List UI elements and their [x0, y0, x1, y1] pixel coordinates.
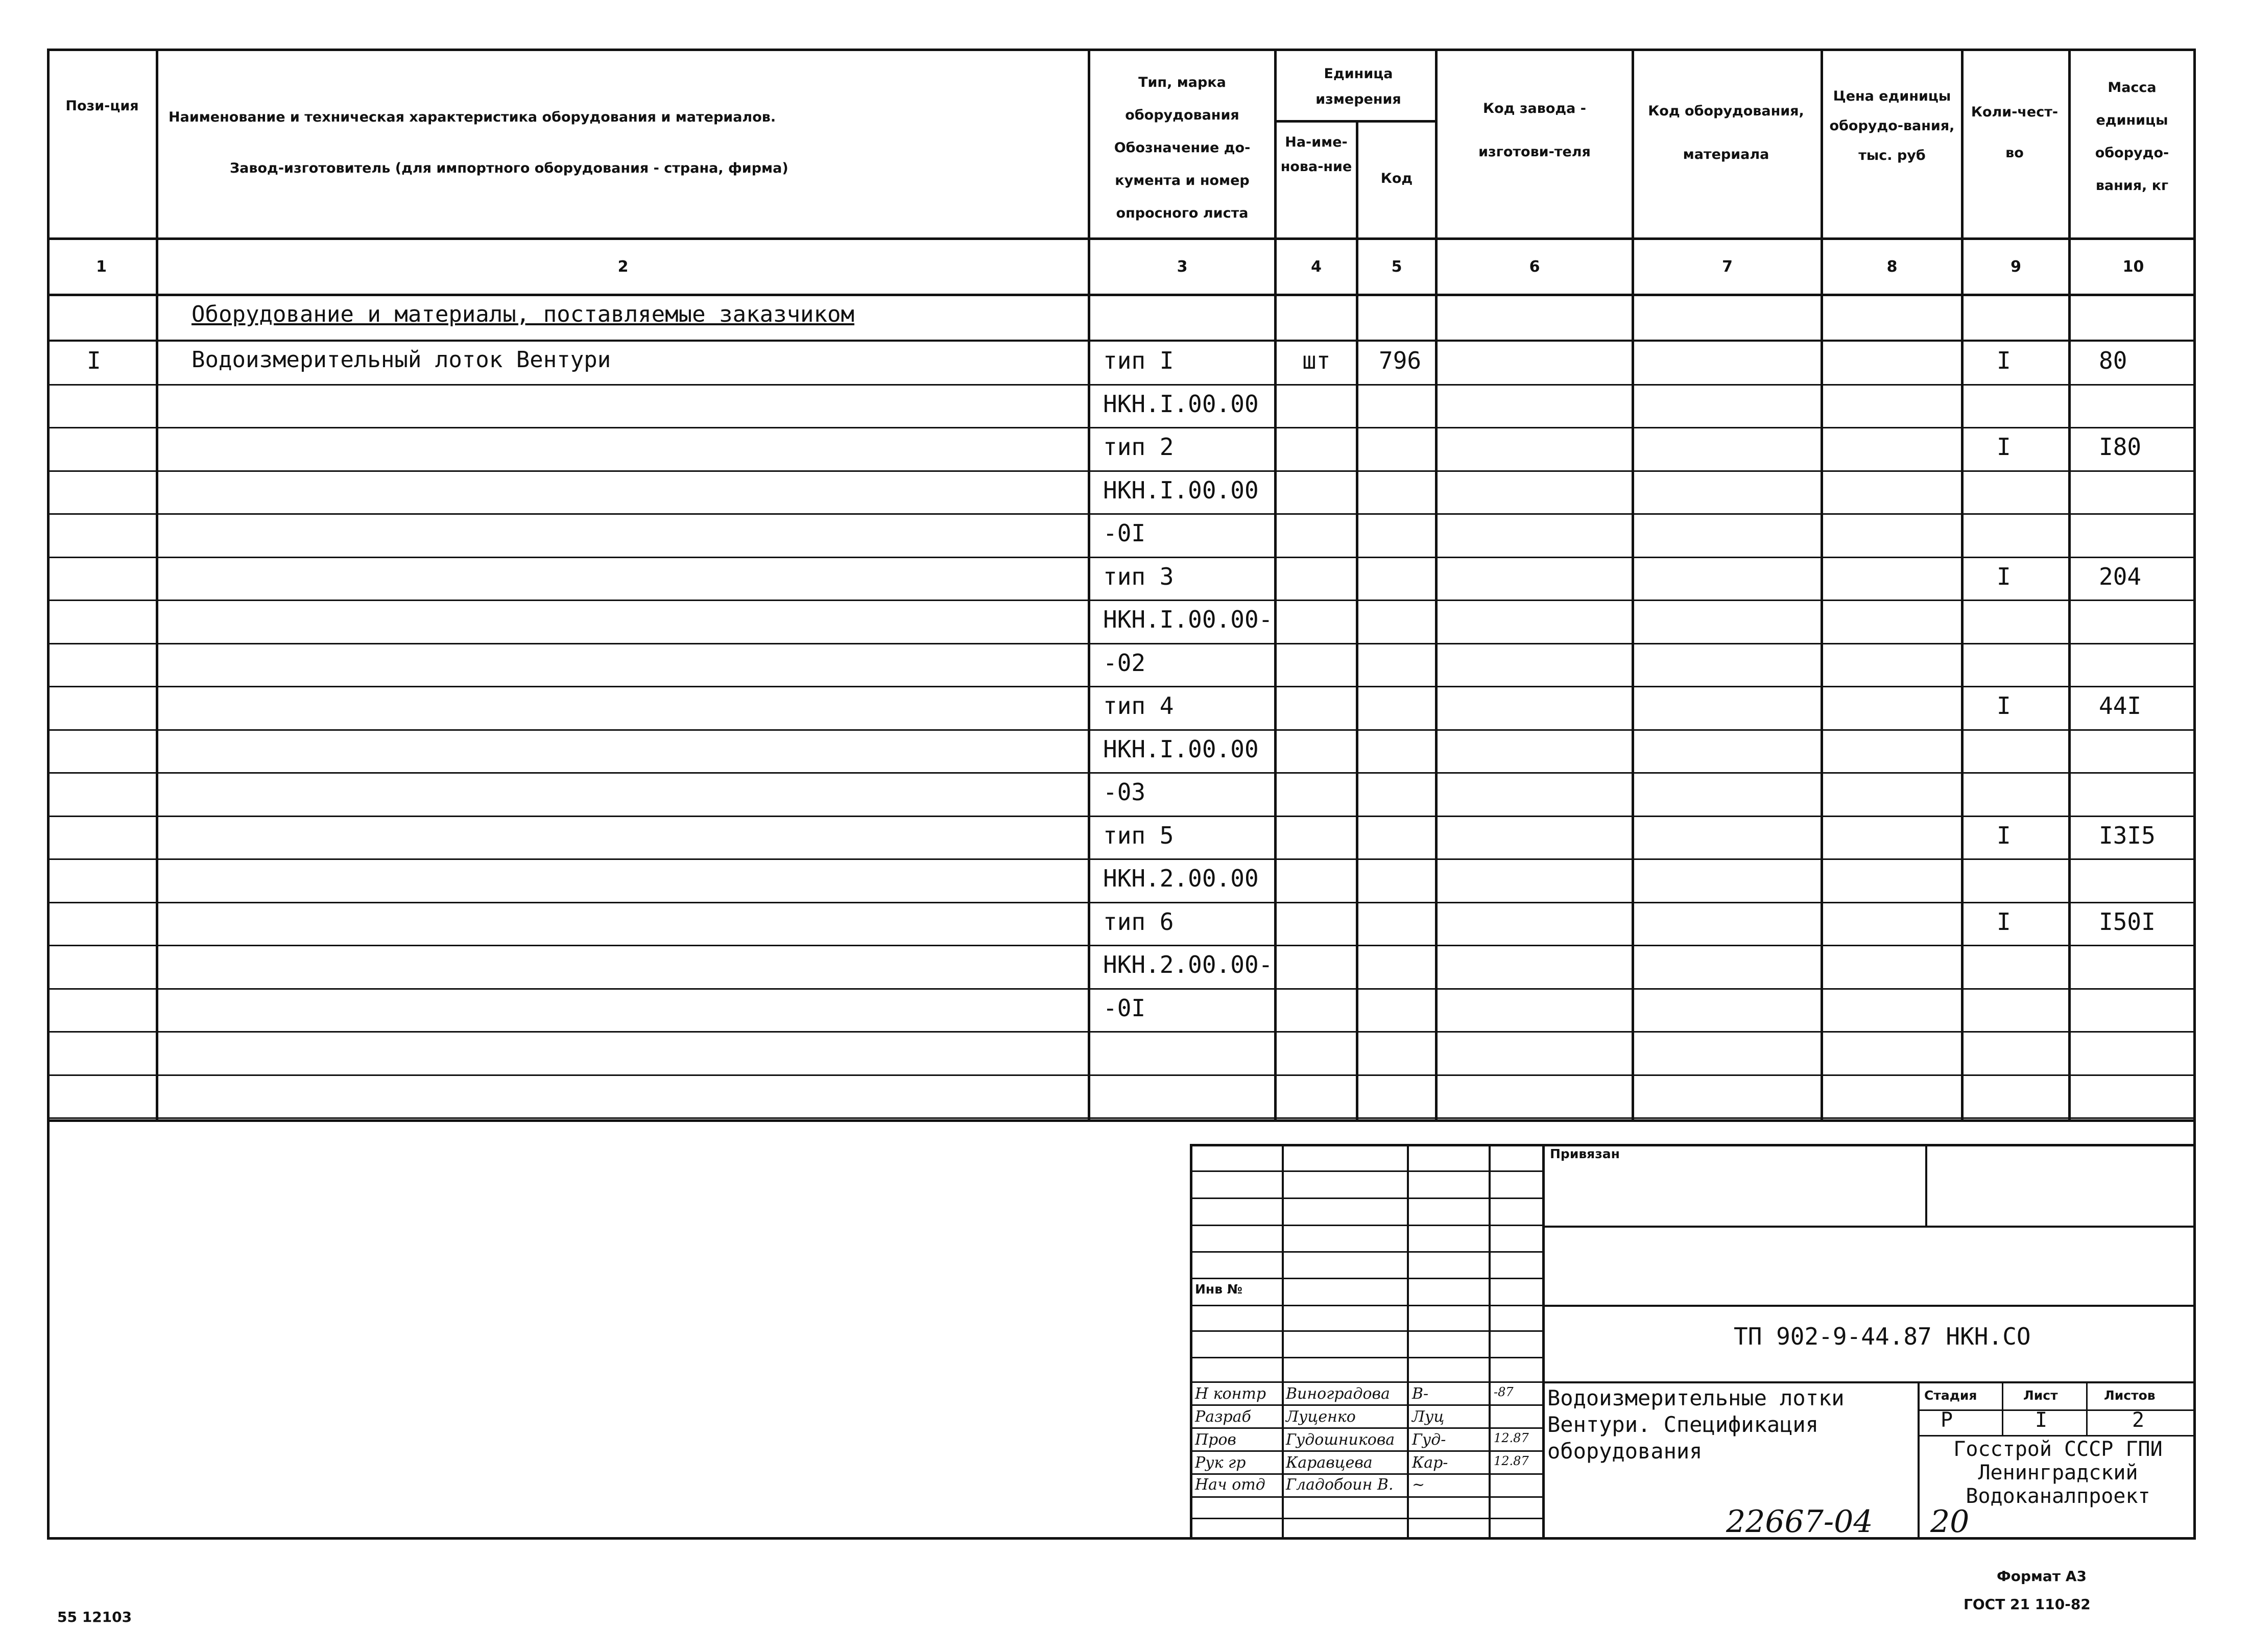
signature-role: Рук гр — [1195, 1454, 1246, 1472]
column-number-4: 4 — [1311, 258, 1322, 276]
header-plant-code: Код завода - изготови-теля — [1478, 101, 1591, 160]
signature-name: Луценко — [1286, 1408, 1356, 1426]
stage-label: Стадия — [1924, 1388, 1977, 1403]
signature-role: Н контр — [1195, 1385, 1266, 1403]
row-mass: 44I — [2099, 692, 2142, 720]
row-quantity: I — [1997, 822, 2011, 849]
signature-name: Гладобоин В. — [1286, 1476, 1394, 1494]
archive-number: 22667-04 — [1726, 1504, 1873, 1540]
sheets-value: 2 — [2132, 1408, 2145, 1432]
signature-mark: Гуд- — [1412, 1431, 1446, 1449]
row-mass: 80 — [2099, 347, 2127, 374]
signature-mark: Луц — [1412, 1408, 1445, 1426]
section-title: Оборудование и материалы, поставляемые заказчиком — [192, 301, 855, 327]
header-unit-group: Единица измерения — [1315, 66, 1401, 107]
column-number-6: 6 — [1529, 258, 1540, 276]
signature-mark: Кар- — [1412, 1454, 1448, 1472]
row-mass: I3I5 — [2099, 822, 2156, 849]
row-type: -0I — [1103, 994, 1146, 1022]
signature-date: 12.87 — [1494, 1454, 1529, 1468]
signature-name: Каравцева — [1286, 1454, 1373, 1472]
row-name: Водоизмерительный лоток Вентури — [192, 347, 611, 373]
row-type: тип 5 — [1103, 822, 1174, 849]
signature-role: Нач отд — [1195, 1476, 1265, 1494]
row-type: -02 — [1103, 649, 1146, 677]
row-type: НКН.I.00.00- — [1103, 606, 1273, 633]
row-type: тип 3 — [1103, 563, 1174, 590]
column-number-3: 3 — [1177, 258, 1188, 276]
sheets-label: Листов — [2104, 1388, 2156, 1403]
header-position: Пози-ция — [65, 98, 139, 114]
column-number-8: 8 — [1886, 258, 1898, 276]
sheet-value: I — [2035, 1408, 2048, 1432]
inv-number-label: Инв № — [1195, 1282, 1242, 1297]
column-number-2: 2 — [617, 258, 629, 276]
row-unit: шт — [1302, 347, 1331, 374]
page-number: 20 — [1930, 1504, 1970, 1540]
row-type: НКН.I.00.00 — [1103, 390, 1259, 418]
row-type: НКН.I.00.00 — [1103, 476, 1259, 504]
signature-date: -87 — [1494, 1385, 1514, 1399]
row-unit-code: 796 — [1379, 347, 1422, 374]
row-quantity: I — [1997, 908, 2011, 936]
row-type: -0I — [1103, 519, 1146, 547]
header-unit-code: Код — [1380, 171, 1413, 186]
row-type: тип 4 — [1103, 692, 1174, 720]
document-title: Водоизмерительные лотки Вентури. Спецификация оборудования — [1547, 1385, 1845, 1464]
header-price: Цена единицы оборудо-вания, тыс. руб — [1829, 88, 1955, 163]
row-mass: I80 — [2099, 433, 2142, 461]
signature-role: Пров — [1195, 1431, 1236, 1449]
column-number-5: 5 — [1391, 258, 1402, 276]
header-equipment-code: Код оборудования, материала — [1648, 103, 1804, 162]
row-mass: I50I — [2099, 908, 2156, 936]
column-number-9: 9 — [2010, 258, 2021, 276]
row-position: I — [87, 347, 101, 374]
row-quantity: I — [1997, 563, 2011, 590]
row-type: НКН.2.00.00- — [1103, 951, 1273, 978]
header-type: Тип, марка оборудования Обозначение до-кумента и номер опросного листа — [1114, 75, 1251, 221]
row-type: тип 6 — [1103, 908, 1174, 936]
signature-mark: В- — [1412, 1385, 1429, 1403]
row-type: тип I — [1103, 347, 1174, 374]
column-number-10: 10 — [2122, 258, 2144, 276]
column-number-1: 1 — [96, 258, 107, 276]
gost-label: ГОСТ 21 110-82 — [1964, 1596, 2091, 1613]
format-label: Формат А3 — [1997, 1568, 2087, 1585]
row-quantity: I — [1997, 692, 2011, 720]
column-number-7: 7 — [1722, 258, 1733, 276]
row-mass: 204 — [2099, 563, 2142, 590]
header-name-line2: Завод-изготовитель (для импортного оборудования - страна, фирма) — [230, 160, 788, 176]
sheet-label: Лист — [2023, 1388, 2058, 1403]
signature-mark: ~ — [1412, 1476, 1425, 1494]
header-mass: Масса единицы оборудо-вания, кг — [2095, 80, 2169, 194]
stage-value: Р — [1941, 1408, 1953, 1432]
privyazan-label: Привязан — [1550, 1146, 1620, 1161]
row-type: НКН.2.00.00 — [1103, 865, 1259, 892]
signature-role: Разраб — [1195, 1408, 1251, 1426]
signature-name: Виноградова — [1286, 1385, 1390, 1403]
row-type: тип 2 — [1103, 433, 1174, 461]
header-unit-name: На-име-нова-ние — [1280, 134, 1352, 175]
row-type: НКН.I.00.00 — [1103, 735, 1259, 763]
organization: Госстрой СССР ГПИ Ленинградский Водоканалпроект — [1953, 1438, 2163, 1508]
left-code: 55 12103 — [57, 1609, 132, 1625]
signature-name: Гудошникова — [1286, 1431, 1395, 1449]
row-quantity: I — [1997, 347, 2011, 374]
signature-date: 12.87 — [1494, 1431, 1529, 1445]
header-quantity: Коли-чест-во — [1971, 104, 2058, 161]
row-quantity: I — [1997, 433, 2011, 461]
document-code: ТП 902-9-44.87 НКН.СО — [1734, 1323, 2031, 1350]
row-type: -03 — [1103, 778, 1146, 806]
header-name-line1: Наименование и техническая характеристика оборудования и материалов. — [169, 109, 776, 125]
